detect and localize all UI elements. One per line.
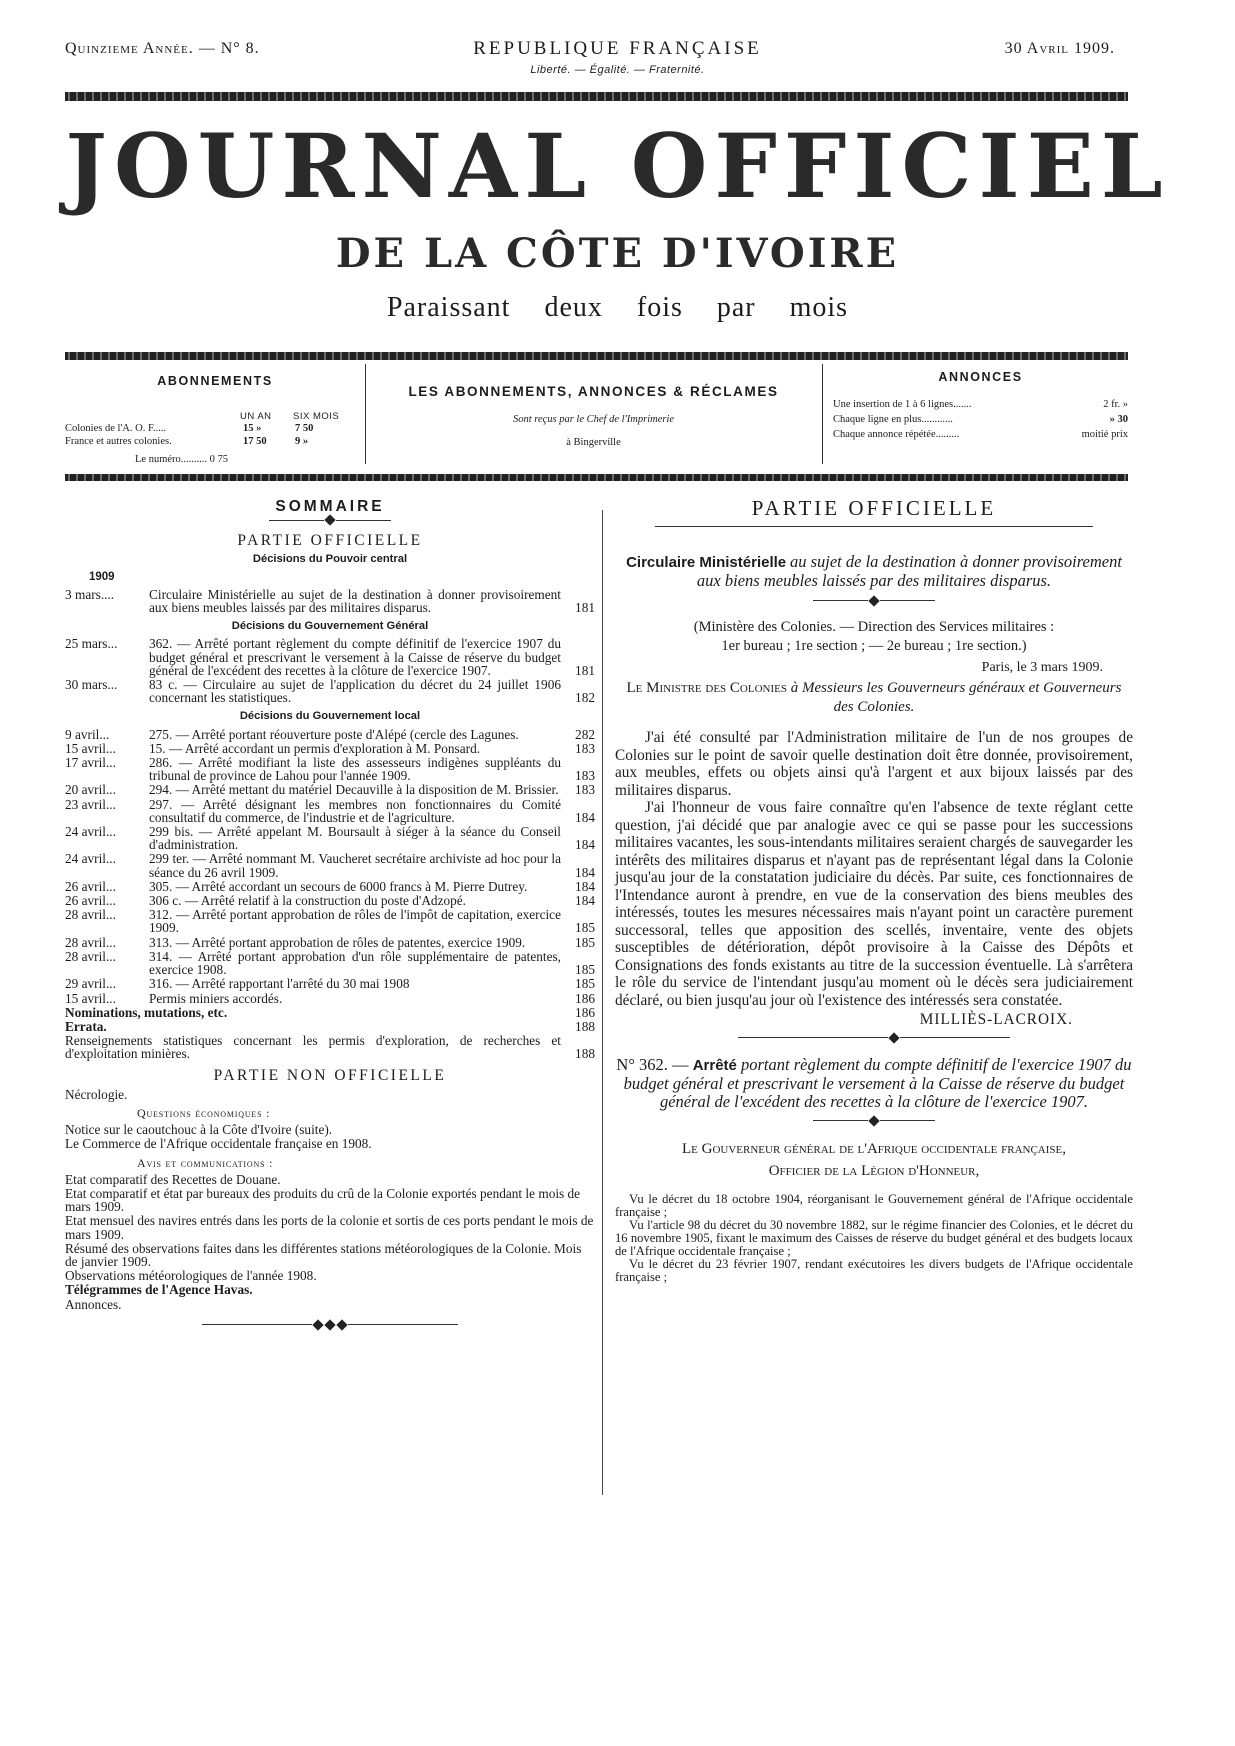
summary-entry: [65, 798, 595, 824]
entry-date: 17 avril...: [65, 755, 116, 771]
entry-page: 188: [575, 1018, 595, 1034]
notice-item: Observations météorologiques de l'année 1908.: [65, 1268, 317, 1284]
entry-text: 306 c. — Arrêté relatif à la construction du poste d'Adzopé.: [149, 893, 466, 909]
box-divider: [822, 364, 823, 464]
decree-heading: N° 362. — Arrêté portant règlement du compte définitif de l'exercice 1907 du budget général et prescrivant le versement à la Caisse de réserve du budget général de l'excédent des recettes à la clôture de l'exercice 1907.: [616, 1054, 1132, 1111]
entry-text: 362. — Arrêté portant règlement du compte définitif de l'exercice 1907 du budget général et prescrivant le versement à la Caisse de réserve du budget général de l'excédent des recettes à la clôture de l'exercice 1907.: [149, 636, 561, 678]
notice-item: Résumé des observations faites dans les différentes stations météorologiques de la Colonie. Mois de janvier 1909.: [65, 1240, 582, 1269]
summary-column: [65, 500, 595, 1329]
entry-text: Nominations, mutations, etc.: [65, 1004, 228, 1020]
summary-entry: [65, 852, 595, 878]
summary-entry: [65, 742, 595, 755]
summary-entry: [65, 950, 595, 976]
ornament: [615, 1034, 1133, 1042]
entry-date: 28 avril...: [65, 907, 116, 923]
column-divider: [602, 510, 603, 1495]
entry-page: 186: [575, 990, 595, 1006]
necrology-entry: Nécrologie.: [65, 1086, 128, 1102]
entry-text: Circulaire Ministérielle au sujet de la destination à donner provisoirement aux biens meubles laissés par des militaires disparus.: [149, 586, 561, 616]
entry-text: 299 ter. — Arrêté nommant M. Vaucheret secrétaire archiviste ad hoc pour la séance du 26 avril 1909.: [149, 851, 561, 880]
ads-panel: [833, 360, 1128, 441]
entry-date: 26 avril...: [65, 878, 116, 894]
col-six-months: SIX MOIS: [293, 411, 340, 422]
entry-page: 184: [575, 837, 595, 853]
nonofficial-part-title: PARTIE NON OFFICIELLE: [213, 1066, 447, 1084]
subscriptions-title: ABONNEMENTS: [157, 374, 273, 388]
entry-page: 181: [575, 662, 595, 678]
economic-item: Le Commerce de l'Afrique occidentale française en 1908.: [65, 1136, 372, 1152]
entry-text: 299 bis. — Arrêté appelant M. Boursault à siéger à la séance du Conseil d'administration.: [149, 824, 561, 853]
entry-date: 24 avril...: [65, 851, 116, 867]
entry-page: 184: [575, 893, 595, 909]
summary-entry: [65, 1020, 595, 1033]
entry-date: 26 avril...: [65, 893, 116, 909]
entry-text: Permis miniers accordés.: [149, 990, 283, 1006]
entry-page: 186: [575, 1004, 595, 1020]
entry-text: 305. — Arrêté accordant un secours de 6000 francs à M. Pierre Dutrey.: [149, 878, 528, 894]
considerations-list: [615, 1193, 1133, 1284]
entry-text: 316. — Arrêté rapportant l'arrêté du 30 mai 1908: [149, 976, 410, 992]
entry-date: 23 avril...: [65, 796, 116, 812]
center-panel: [365, 360, 822, 449]
entry-date: 29 avril...: [65, 976, 116, 992]
entry-page: 181: [575, 600, 595, 616]
entry-page: 182: [575, 690, 595, 706]
official-part-title: PARTIE OFFICIELLE: [237, 532, 423, 550]
consideration-item: Vu le décret du 18 octobre 1904, réorganisant le Gouvernement général de l'Afrique occidentale française ;: [615, 1191, 1133, 1219]
issue-date: 30 Avril 1909.: [1004, 40, 1115, 57]
entry-date: 28 avril...: [65, 948, 116, 964]
summary-entry: [65, 1006, 595, 1019]
subscription-box: [65, 360, 1128, 470]
entry-text: Renseignements statistiques concernant les permis d'exploration, de recherches et d'exploitation minières.: [65, 1033, 561, 1062]
summary-entry: [65, 637, 595, 677]
general-decisions-title: Décisions du Gouvernement Général: [231, 620, 429, 633]
summary-entry: [65, 977, 595, 990]
entry-page: 183: [575, 782, 595, 798]
center-line: Sont reçus par le Chef de l'Imprimerie: [512, 414, 675, 425]
summary-entry: [65, 728, 595, 741]
ornament: [615, 597, 1133, 605]
entry-text: 15. — Arrêté accordant un permis d'exploration à M. Ponsard.: [149, 740, 481, 756]
summary-title: SOMMAIRE: [275, 498, 385, 515]
year-label: 1909: [89, 570, 115, 583]
circular-paragraph: J'ai été consulté par l'Administration militaire de l'un de nos groupes de Colonies sur le point de savoir quelle destination doit être donnée, provisoirement, aux meubles, effets ou objets ainsi qu'à l'argent et aux bijoux laissés par des militaires disparus.: [615, 729, 1133, 799]
official-column: [615, 496, 1133, 1284]
summary-entry: [65, 783, 595, 796]
summary-entry: [65, 588, 595, 614]
entry-date: 9 avril...: [65, 726, 110, 742]
summary-entry: [65, 908, 595, 934]
summary-entry: [65, 1034, 595, 1060]
entry-page: 184: [575, 809, 595, 825]
entry-text: 313. — Arrêté portant approbation de rôles de patentes, exercice 1909.: [149, 934, 526, 950]
ministry-reference: (Ministère des Colonies. — Direction des Services militaires :: [693, 618, 1055, 635]
governor-rank: Officier de la Légion d'Honneur,: [768, 1163, 980, 1179]
top-rule: [65, 92, 1128, 101]
entry-page: 185: [575, 962, 595, 978]
entry-date: 15 avril...: [65, 990, 116, 1006]
box-bottom-rule: [65, 474, 1128, 481]
ornament: [615, 1117, 1133, 1125]
ads-title: ANNONCES: [938, 370, 1023, 384]
subscription-row: France et autres colonies. 17 50 9 »: [65, 436, 309, 447]
entry-page: 184: [575, 864, 595, 880]
notice-item: Etat mensuel des navires entrés dans les ports de la colonie et sortis de ces ports pendant le mois de mars 1909.: [65, 1213, 594, 1242]
entry-page: 185: [575, 976, 595, 992]
entry-text: 314. — Arrêté portant approbation d'un rôle supplémentaire de patentes, exercice 1908.: [149, 948, 561, 978]
entry-page: 282: [575, 726, 595, 742]
issue-number: Quinzieme Année. — N° 8.: [65, 40, 260, 57]
journal-subtitle: DE LA CÔTE D'IVOIRE: [335, 230, 900, 277]
entry-page: 185: [575, 920, 595, 936]
entry-date: 3 mars....: [65, 586, 115, 602]
entry-page: 183: [575, 768, 595, 784]
governor-title: Le Gouverneur général de l'Afrique occidentale française,: [682, 1140, 1066, 1157]
notice-item: Etat comparatif des Recettes de Douane.: [65, 1171, 281, 1187]
subscription-row: Colonies de l'A. O. F..... 15 » 7 50: [65, 423, 314, 434]
center-location: à Bingerville: [566, 437, 621, 448]
ad-rate-row: Chaque ligne en plus............ » 30: [833, 414, 1128, 425]
journal-title: JOURNAL OFFICIEL: [65, 114, 1170, 218]
addressee: Le Ministre des Colonies à Messieurs les Gouverneurs généraux et Gouverneurs des Colonies.: [626, 680, 1122, 715]
entry-text: Errata.: [65, 1018, 107, 1034]
publication-frequency: Paraissant deux fois par mois: [386, 292, 849, 323]
entry-page: 183: [575, 740, 595, 756]
economic-questions-title: Questions économiques :: [137, 1105, 271, 1120]
misc-list: [65, 1006, 595, 1061]
general-decisions-list: [65, 637, 595, 704]
summary-entry: [65, 936, 595, 949]
summary-entry: [65, 992, 595, 1005]
col-one-year: UN AN: [240, 411, 272, 422]
center-title: LES ABONNEMENTS, ANNONCES & RÉCLAMES: [408, 384, 779, 399]
entry-date: 25 mars...: [65, 636, 118, 652]
official-part-heading: PARTIE OFFICIELLE: [751, 496, 997, 520]
heading-rule: [655, 526, 1093, 527]
central-decisions-list: [65, 588, 595, 614]
local-decisions-list: [65, 728, 595, 1005]
entry-text: 312. — Arrêté portant approbation de rôles de l'impôt de capitation, exercice 1909.: [149, 907, 561, 936]
economic-item: Notice sur le caoutchouc à la Côte d'Ivoire (suite).: [65, 1122, 333, 1138]
entry-text: 83 c. — Circulaire au sujet de l'application du décret du 24 juillet 1906 concernant les statistiques.: [149, 677, 561, 706]
entry-page: 188: [575, 1046, 595, 1062]
notices-list: [65, 1173, 595, 1311]
circular-paragraph: J'ai l'honneur de vous faire connaître qu'en l'absence de texte réglant cette question, j'ai décidé que par analogie avec ce qui se passe pour les successions militaires vacantes, les sous-intendants militaires seraient chargés de sauvegarder les intérêts des militaires disparus et n'ayant pas de représentant légal dans la Colonie jusqu'au jour de la constatation judiciaire du décès. Par suite, ces fonctionnaires de l'Intendance auront à prendre, en vue de la conservation des biens meubles des intéressés, toutes les mesures nécessaires mais n'ayant point un caractère purement successoral, telles que apposition des scellés, inventaire, vente des objets susceptibles de détérioration, dépôt provisoire à la Caisse des Dépôts et Consignations des fonds existants au titre de la succession éventuelle. Là s'arrêtera le rôle du service de l'intendant jusqu'au moment où le décès sera judiciairement déclaré, ou bien jusqu'au jour où l'existence des intéressés sera constatée.: [615, 799, 1133, 1009]
entry-date: 15 avril...: [65, 740, 116, 756]
single-issue-price: Le numéro.......... 0 75: [135, 454, 229, 465]
consideration-item: Vu le décret du 23 février 1907, rendant exécutoires les divers budgets de l'Afrique occidentale française ;: [615, 1256, 1133, 1284]
ad-rate-row: Chaque annonce répétée......... moitié prix: [833, 429, 1128, 440]
entry-date: 30 mars...: [65, 677, 118, 693]
subscriptions-panel: [65, 360, 365, 465]
notice-item: Etat comparatif et état par bureaux des produits du crû de la Colonie exportés pendant le mois de mars 1909.: [65, 1185, 581, 1215]
signature: MILLIÈS-LACROIX.: [919, 1011, 1073, 1028]
entry-page: 184: [575, 878, 595, 894]
entry-text: 297. — Arrêté désignant les membres non fonctionnaires du Comité consultatif du commerce, de l'industrie et de l'agriculture.: [149, 796, 561, 825]
central-decisions-title: Décisions du Pouvoir central: [252, 553, 408, 566]
motto: Liberté. — Égalité. — Fraternité.: [530, 64, 705, 76]
place-date: Paris, le 3 mars 1909.: [981, 659, 1103, 675]
ornament: [65, 516, 595, 524]
summary-entry: [65, 880, 595, 893]
summary-entry: [65, 825, 595, 851]
box-top-rule: [65, 352, 1128, 360]
summary-entry: [65, 894, 595, 907]
summary-entry: [65, 756, 595, 782]
summary-entry: [65, 678, 595, 704]
ministry-offices: 1er bureau ; 1re section ; — 2e bureau ; 1re section.): [721, 638, 1027, 654]
entry-date: 24 avril...: [65, 824, 116, 840]
entry-date: 20 avril...: [65, 782, 116, 798]
circular-heading: Circulaire Ministérielle au sujet de la destination à donner provisoirement aux biens meubles laissés par des militaires disparus.: [626, 551, 1122, 590]
entry-date: 28 avril...: [65, 934, 116, 950]
notice-item: Annonces.: [65, 1296, 122, 1312]
entry-text: 286. — Arrêté modifiant la liste des assesseurs indigènes suppléants du tribunal de province de Lahou pour l'année 1909.: [149, 755, 561, 784]
entry-text: 275. — Arrêté portant réouverture poste d'Alépé (cercle des Lagunes.: [149, 726, 519, 742]
republic-heading: REPUBLIQUE FRANÇAISE: [473, 38, 762, 59]
consideration-item: Vu l'article 98 du décret du 30 novembre 1882, sur le régime financier des Colonies, et le décret du 16 novembre 1905, fixant le maximum des Caisses de réserve du budget général et des budgets locaux de l'Afrique occidentale française ;: [615, 1217, 1133, 1258]
notice-item: Télégrammes de l'Agence Havas.: [65, 1282, 253, 1298]
end-ornament: [65, 1321, 595, 1329]
entry-page: 185: [575, 934, 595, 950]
local-decisions-title: Décisions du Gouvernement local: [239, 710, 421, 723]
economic-list: [65, 1123, 595, 1150]
ad-rate-row: Une insertion de 1 à 6 lignes....... 2 fr. »: [833, 399, 1128, 410]
notices-title: Avis et communications :: [137, 1155, 274, 1170]
entry-text: 294. — Arrêté mettant du matériel Decauville à la disposition de M. Brissier.: [149, 782, 559, 798]
